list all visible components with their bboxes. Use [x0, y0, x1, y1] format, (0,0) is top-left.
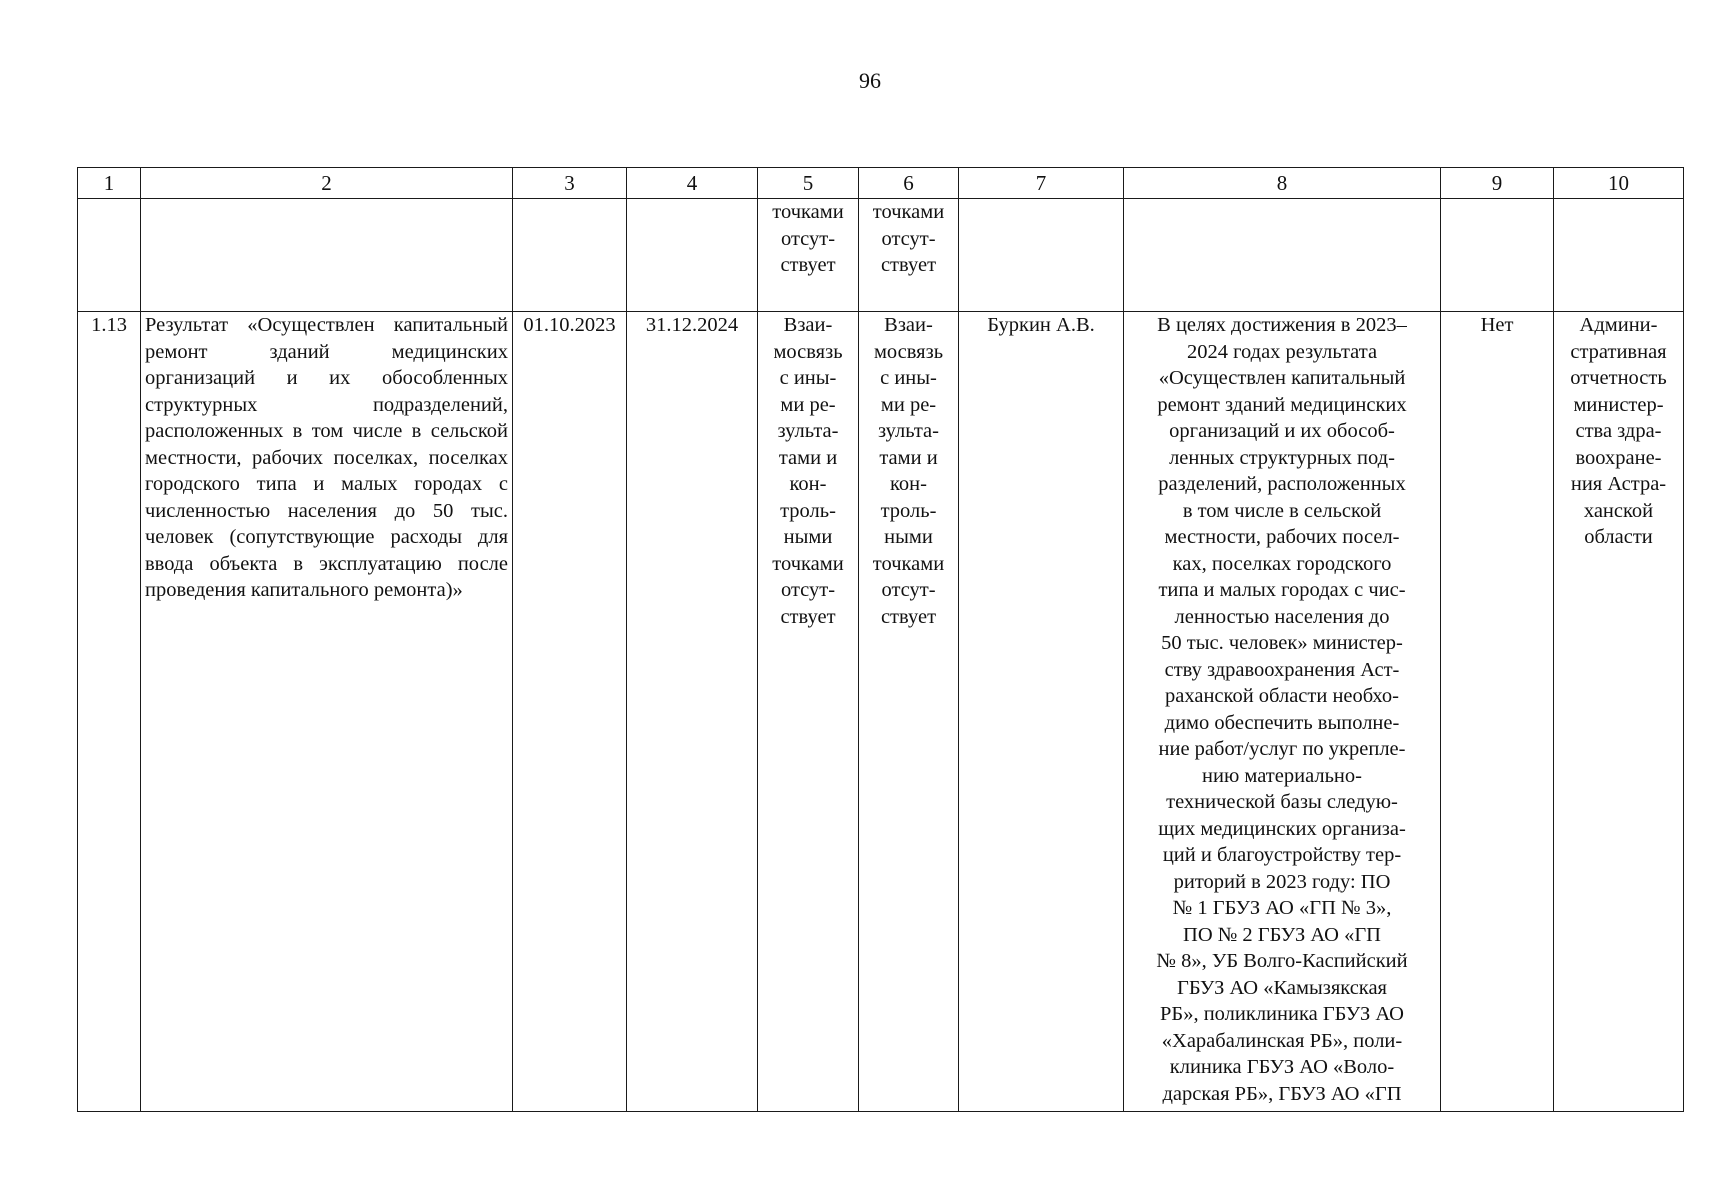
header-cell-8: 8: [1124, 168, 1441, 199]
header-cell-7: 7: [959, 168, 1124, 199]
results-table: [77, 167, 1684, 1112]
column-9-value: Нет: [1441, 312, 1554, 1112]
interrelation-cell-5: Взаи- мосвязь с ины- ми ре- зульта- тами и кон- троль- ными точками отсут- ствует: [758, 312, 859, 1112]
continuation-cell-5: точками отсут- ствует: [758, 199, 859, 312]
interrelation-cell-6: Взаи- мосвязь с ины- ми ре- зульта- тами и кон- троль- ными точками отсут- ствует: [859, 312, 959, 1112]
end-date: 31.12.2024: [627, 312, 758, 1112]
continuation-cell-4: [627, 199, 758, 312]
header-cell-1: 1: [78, 168, 141, 199]
table-row: [78, 312, 1684, 1112]
header-row: [78, 168, 1684, 199]
header-cell-5: 5: [758, 168, 859, 199]
header-cell-6: 6: [859, 168, 959, 199]
continuation-cell-2: [141, 199, 513, 312]
header-cell-2: 2: [141, 168, 513, 199]
continuation-row: [78, 199, 1684, 312]
header-cell-10: 10: [1554, 168, 1684, 199]
page-number: 96: [859, 68, 881, 93]
continuation-cell-8: [1124, 199, 1441, 312]
start-date: 01.10.2023: [513, 312, 627, 1112]
row-number: 1.13: [78, 312, 141, 1112]
header-cell-9: 9: [1441, 168, 1554, 199]
continuation-cell-9: [1441, 199, 1554, 312]
continuation-cell-6: точками отсут- ствует: [859, 199, 959, 312]
continuation-cell-10: [1554, 199, 1684, 312]
continuation-cell-1: [78, 199, 141, 312]
implementation-description: В целях достижения в 2023– 2024 годах результата «Осуществлен капитальный ремонт зданий медицинских организаций и их обособ- ленных структурных под- разделений, расположенных в том числе в сельской местности, рабочих посел- ках, поселках городского типа и малых городах с чис- ленностью населения до 50 тыс. человек» министер- ству здравоохранения Аст- раханской области необхо- димо обеспечить выполне- ние работ/услуг по укрепле- нию материально- технической базы следую- щих медицинских организа- ций и благоустройству тер- риторий в 2023 году: ПО № 1 ГБУЗ АО «ГП № 3», ПО № 2 ГБУЗ АО «ГП № 8», УБ Волго-Каспийский ГБУЗ АО «Камызякская РБ», поликлиника ГБУЗ АО «Харабалинская РБ», поли- клиника ГБУЗ АО «Воло- дарская РБ», ГБУЗ АО «ГП: [1124, 312, 1441, 1112]
responsible-person: Буркин А.В.: [959, 312, 1124, 1112]
header-cell-4: 4: [627, 168, 758, 199]
header-cell-3: 3: [513, 168, 627, 199]
continuation-cell-7: [959, 199, 1124, 312]
report-source: Админи- стративная отчетность министер- ства здра- воохране- ния Астра- ханской области: [1554, 312, 1684, 1112]
continuation-cell-3: [513, 199, 627, 312]
result-description: Результат «Осуществлен капитальный ремонт зданий медицинских организаций и их обособленных структурных подразделений, расположенных в том числе в сельской местности, рабочих поселках, поселках городского типа и малых городах с численностью населения до 50 тыс. человек (сопутствующие расходы для ввода объекта в эксплуатацию после проведения капитального ремонта)»: [141, 312, 513, 1112]
